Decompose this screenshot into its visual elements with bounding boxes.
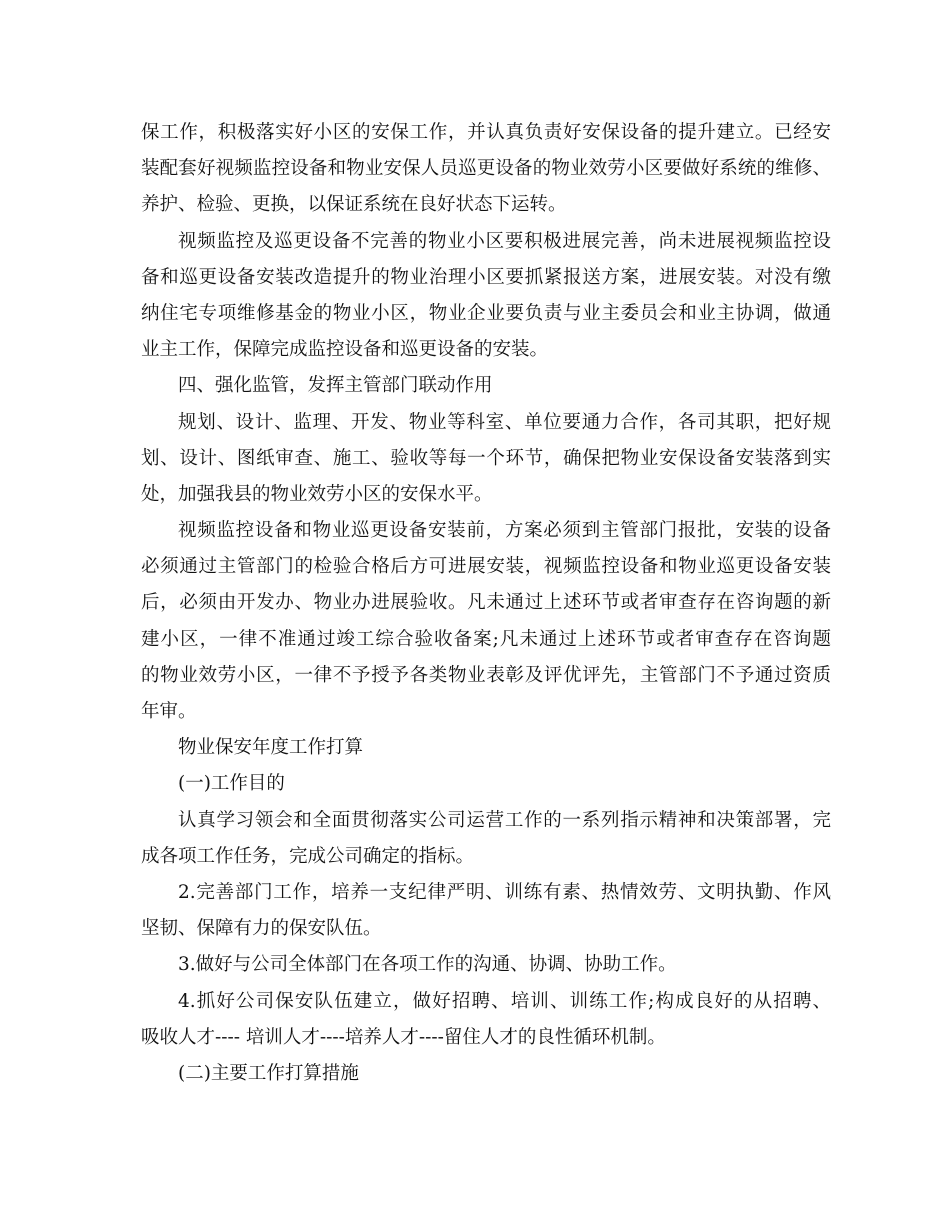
- section-heading: 四、强化监管，发挥主管部门联动作用: [178, 375, 493, 397]
- text-line: 必须通过主管部门的检验合格后方可进展安装，视频监控设备和物业巡更设备安装: [141, 556, 831, 578]
- text-line: 吸收人才---- 培训人才----培养人才----留住人才的良性循环机制。: [141, 1026, 666, 1048]
- text-line: 年审。: [141, 701, 197, 722]
- list-item: 2.完善部门工作，培养一支纪律严明、训练有素、热情效劳、文明执勤、作风: [178, 881, 831, 903]
- text-line: 认真学习领会和全面贯彻落实公司运营工作的一系列指示精神和决策部署，完: [178, 809, 831, 831]
- text-line: 保工作，积极落实好小区的安保工作，并认真负责好安保设备的提升建立。已经安: [141, 122, 831, 143]
- text-line: 后，必须由开发办、物业办进展验收。凡未通过上述环节或者审查存在咨询题的新: [141, 592, 831, 614]
- text-line: 处，加强我县的物业效劳小区的安保水平。: [141, 483, 493, 505]
- text-line: 成各项工作任务，完成公司确定的指标。: [141, 845, 475, 867]
- text-line: 建小区，一律不准通过竣工综合验收备案;凡未通过上述环节或者审查存在咨询题: [141, 628, 831, 650]
- text-line: 养护、检验、更换，以保证系统在良好状态下运转。: [141, 194, 567, 216]
- text-line: 规划、设计、监理、开发、物业等科室、单位要通力合作，各司其职，把好规: [178, 411, 831, 433]
- list-item: 3.做好与公司全体部门在各项工作的沟通、协调、协助工作。: [178, 954, 677, 976]
- text-line: 备和巡更设备安装改造提升的物业治理小区要抓紧报送方案，进展安装。对没有缴: [141, 266, 831, 288]
- section-heading: 物业保安年度工作打算: [178, 737, 364, 759]
- subsection-heading: (一)工作目的: [178, 773, 285, 795]
- text-line: 坚韧、保障有力的保安队伍。: [141, 918, 382, 940]
- document-body: [141, 115, 831, 1092]
- text-line: 视频监控设备和物业巡更设备安装前，方案必须到主管部门报批，安装的设备: [178, 520, 831, 542]
- text-line: 业主工作，保障完成监控设备和巡更设备的安装。: [141, 339, 549, 361]
- text-line: 视频监控及巡更设备不完善的物业小区要积极进展完善，尚未进展视频监控设: [178, 230, 831, 252]
- text-line: 装配套好视频监控设备和物业安保人员巡更设备的物业效劳小区要做好系统的维修、: [141, 158, 831, 180]
- list-item: 4.抓好公司保安队伍建立，做好招聘、培训、训练工作;构成良好的从招聘、: [178, 990, 831, 1012]
- subsection-heading: (二)主要工作打算措施: [178, 1062, 359, 1084]
- text-line: 划、设计、图纸审查、施工、验收等每一个环节，确保把物业安保设备安装落到实: [141, 447, 831, 469]
- text-line: 的物业效劳小区，一律不予授予各类物业表彰及评优评先，主管部门不予通过资质: [141, 664, 831, 686]
- text-line: 纳住宅专项维修基金的物业小区，物业企业要负责与业主委员会和业主协调，做通: [141, 302, 831, 324]
